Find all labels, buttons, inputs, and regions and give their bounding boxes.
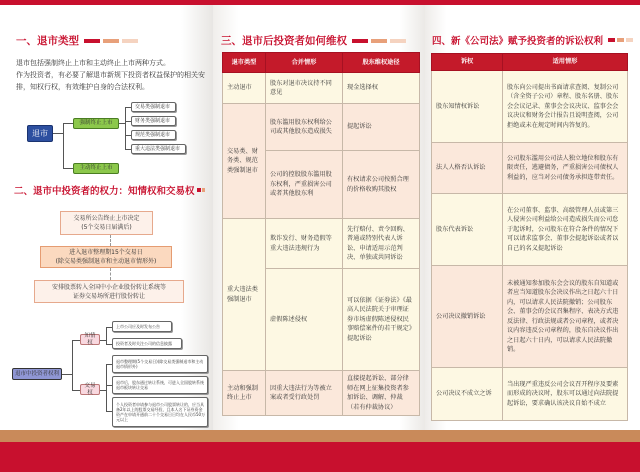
trade-item: 退市后，股东通过转让系统，可进入全国股转系统退市板块转让交易	[112, 376, 208, 394]
litigation-table: 诉权 适用情形 股东知情权诉讼 股东向公司提出书面请求查阅、复制公司（含全资子公司）章程、股东名册、股东会会议记录、董事会会议决议、监事会会议决议和财务会计报告且说明查阅，公司拒绝或未在规定时间内答复的。 法人人格否认诉讼 公司股东滥用公司法人独立地位和股东有限责任，逃避债务，严重损害公司债权人利益的，应当对公司债务承担连带责任。 股东代表诉讼 在公司董事、监事、高级管理人员或第三人侵害公司利益给公司造成损失而公司怠于起诉时，公司股东在符合条件的情况下可以请求监事会、董事会提起诉讼或者以自己的名义提起诉讼 公司决议撤销诉讼 未被通知参加股东会会议的股东自知道或者应当知道股东会决议作出之日起六十日内，可以请求人民法院撤销；公司股东会、董事会的会议召集程序、表决方式违反法律、行政法规或者公司章程，或者决议内容违反公司章程的，股东自决议作出之日起六十日内，可以请求人民法院撤销。 公司决议不成立之诉 当出现严重违反公司会议召开程序及要素而形成的决议时，股东可以通过向法院提起诉讼，要求确认该决议自始不成立	[431, 53, 628, 421]
section-title-2: 二、退市中投资者的权力：知情权和交易权	[14, 183, 205, 197]
panel-delisting-types	[0, 5, 213, 430]
type-item: 交易类强制退市	[131, 102, 176, 112]
node-right-to-trade: 交易权	[80, 384, 100, 395]
table-row: 股东知情权诉讼 股东向公司提出书面请求查阅、复制公司（含全资子公司）章程、股东名册、股东会会议记录、董事会会议决议、监事会会议决议和财务会计报告且说明查阅，公司拒绝或未在规定时间内答复的。	[432, 71, 628, 143]
table-row: 虚假陈述侵权 可以依据《证券法》《最高人民法院关于审理证券市场虚假陈述侵权民事赔偿案件的若干规定》提起诉讼	[223, 269, 420, 371]
node-delisting: 退市	[27, 125, 53, 142]
table-row: 股东代表诉讼 在公司董事、监事、高级管理人员或第三人侵害公司利益给公司造成损失而公司怠于起诉时，公司股东在符合条件的情况下可以请求监事会、董事会提起诉讼或者以自己的名义提起诉讼	[432, 194, 628, 266]
table-row: 公司的控股股东滥用股东权利，严重损害公司或者其他股东利 有权请求公司按照合理的价格收购其股权	[223, 151, 420, 219]
type-item: 规范类强制退市	[131, 130, 176, 140]
node-right-to-know: 知情权	[80, 334, 100, 345]
node-forced: 强制终止上市	[73, 118, 119, 129]
info-item: 投资者及时关注公司的信息披露	[112, 338, 182, 349]
bottom-red-band	[0, 442, 640, 472]
flow-step-1: 交易所公告终止上市决定 (5个交易日届满后)	[60, 211, 153, 235]
info-item: 上市公司应及时发布公告	[112, 321, 172, 332]
table-row: 交易类、财务类、规范类强制退市 股东滥用股东权利给公司或其他股东造成损失 提起诉讼	[223, 104, 420, 151]
panel-litigation-rights	[425, 5, 640, 430]
type-item: 财务类强制退市	[131, 116, 176, 126]
flow-step-3: 安排股票转入全国中小企业股份转让系统等 证券交易场所进行股份转让	[34, 280, 184, 303]
bottom-tan-band	[0, 430, 640, 442]
table-row: 重大违法类强制退市 欺诈发行、财务造假等重大违法违规行为 先行赔付、责令回购、普通或特别代表人诉讼、申请适用示范判决、单独或共同诉讼	[223, 219, 420, 269]
table-row: 公司决议撤销诉讼 未被通知参加股东会会议的股东自知道或者应当知道股东会决议作出之日起六十日内，可以请求人民法院撤销；公司股东会、董事会的会议召集程序、表决方式违反法律、行政法规或者公司章程，或者决议内容违反公司章程的，股东自决议作出之日起六十日内，可以请求人民法院撤销。	[432, 266, 628, 368]
table-row: 公司决议不成立之诉 当出现严重违反公司会议召开程序及要素而形成的决议时，股东可以通过向法院提起诉讼，要求确认该决议自始不成立	[432, 368, 628, 421]
rights-table: 退市类型 合并情形 股东维权途径 主动退市 股东对退市决议持不同意见 现金选择权 交易类、财务类、规范类强制退市 股东滥用股东权利给公司或其他股东造成损失 提起诉讼 公司的控股股东滥用股东权利，严重损害公司或者其他股东利 有权请求公司按照合理的价格收购其股权 重大违法类强制退市 欺诈发行、财务造假等重大违法违规行为 先行赔付、责令回购、普通或特别代表人诉讼、申请适用示范判决、单独或共同诉讼 虚假陈述侵权 可以依据《证券法》《最高人民法院关于审理证券市场虚假陈述侵权民事赔偿案件的若干规定》提起诉讼 主动和强制终止上市 因重大违法行为等被立案或者受行政处罚 直接提起诉讼、部分律师在网上征集投资者参加诉讼、调解、仲裁（若有仲裁协议）	[222, 52, 420, 416]
table-row: 法人人格否认诉讼 公司股东滥用公司法人独立地位和股东有限责任，逃避债务，严重损害公司债权人利益的，应当对公司债务承担连带责任。	[432, 143, 628, 194]
type-item: 重大违法类强制退市	[131, 144, 186, 154]
intro-text: 退市包括强制终止上市和主动终止上市两种方式。 作为投资者，有必要了解退市新规下投资者权益保护的相关安排，知权行权，有效维护自身的合法权利。	[16, 59, 205, 91]
table-row: 主动退市 股东对退市决议持不同意见 现金选择权	[223, 73, 420, 104]
table-row: 主动和强制终止上市 因重大违法行为等被立案或者受行政处罚 直接提起诉讼、部分律师在网上征集投资者参加诉讼、调解、仲裁（若有仲裁协议）	[223, 371, 420, 416]
section-title-3: 三、退市后投资者如何维权	[221, 33, 406, 48]
section-title-1: 一、退市类型	[16, 33, 138, 48]
node-voluntary: 主动终止上市	[73, 163, 119, 174]
node-investor-rights: 退市中投资者权利	[12, 368, 62, 380]
section-title-4: 四、新《公司法》赋予投资者的诉讼权利	[432, 33, 633, 47]
panel-rights-protection	[213, 5, 425, 430]
trade-item: 个人投资者申请参与退市公司股票转让的，应当具备2年以上的股票交易经验，且本人名下证券资金资产在申请开通前二十个交易日日均在人民币50万元以上	[112, 397, 208, 427]
flow-step-2: 进入退市整理期15个交易日 (除交易类强制退市和主动退市情形外)	[40, 246, 172, 268]
trade-item: 退市整理期(5个交易日)(除交易类强制退市和主动退市情形外)	[112, 355, 208, 373]
title-decoration	[84, 39, 138, 43]
